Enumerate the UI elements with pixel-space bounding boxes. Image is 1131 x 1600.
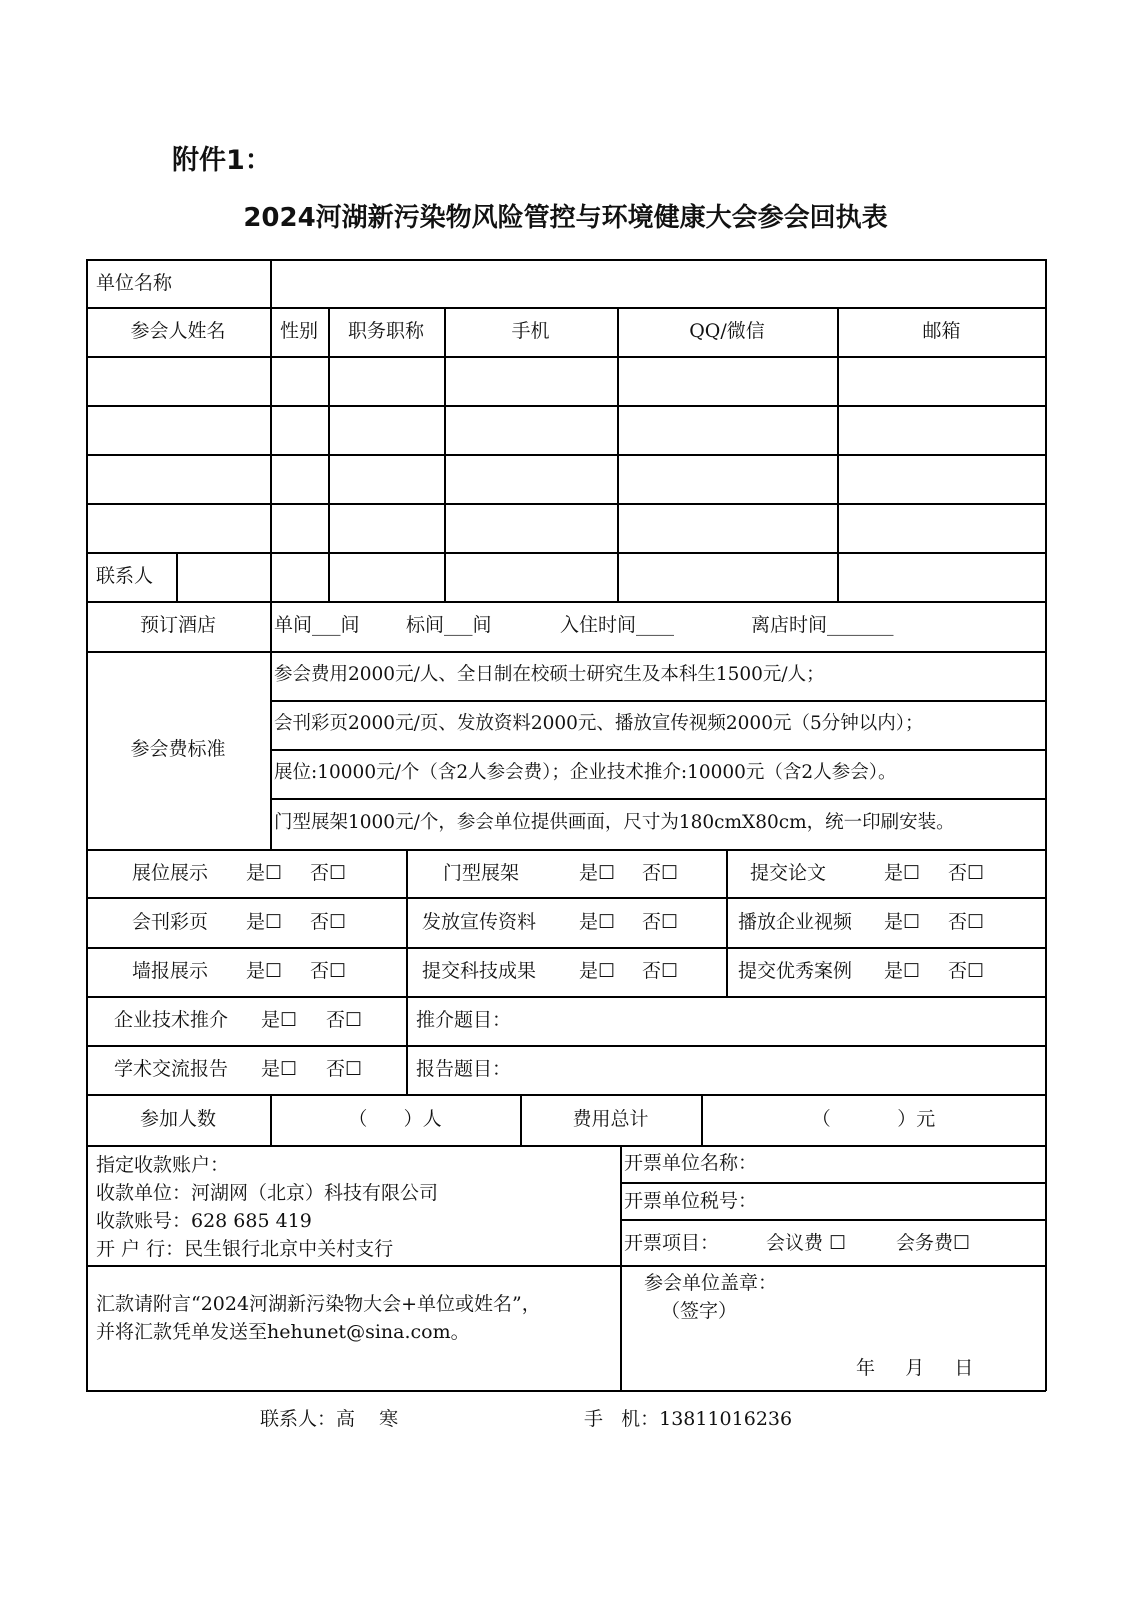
option-yes-checkbox[interactable]: 是☐: [246, 862, 283, 884]
registration-form-table: [86, 259, 1046, 1391]
invoice-meeting-fee-checkbox[interactable]: 会议费 ☐: [766, 1232, 847, 1254]
option-no-checkbox[interactable]: 否☐: [948, 862, 985, 884]
option-yes-checkbox[interactable]: 是☐: [884, 911, 921, 933]
hotel-label: 预订酒店: [139, 614, 216, 636]
tech-promo-label: 企业技术推介: [114, 1009, 229, 1031]
fee-line: 参会费用2000元/人、全日制在校硕士研究生及本科生1500元/人；: [274, 664, 825, 685]
account-title: 指定收款账户：: [96, 1154, 230, 1176]
option-yes-checkbox[interactable]: 是☐: [246, 911, 283, 933]
option-no-checkbox[interactable]: 否☐: [642, 960, 679, 982]
option-no-checkbox[interactable]: 否☐: [310, 960, 347, 982]
option-yes-checkbox[interactable]: 是☐: [579, 960, 616, 982]
attachment-label: 附件1：: [172, 145, 272, 176]
remit-note-line: 并将汇款凭单发送至hehunet@sina.com。: [96, 1321, 470, 1343]
option-label-poster: 墙报展示: [132, 960, 209, 982]
form-title: 2024河湖新污染物风险管控与环境健康大会参会回执表: [243, 203, 888, 233]
option-no-checkbox[interactable]: 否☐: [642, 911, 679, 933]
attendee-row[interactable]: [88, 505, 1044, 551]
footer-contact: 联系人：高 寒: [260, 1408, 399, 1430]
attendee-row[interactable]: [88, 407, 1044, 453]
tech-promo-topic-field[interactable]: [516, 999, 1042, 1043]
option-label-brochure-page: 会刊彩页: [132, 911, 209, 933]
option-label-booth: 展位展示: [132, 862, 209, 884]
remit-note-line: 汇款请附言“2024河湖新污染物大会+单位或姓名”，: [96, 1293, 541, 1315]
unit-name-field[interactable]: [272, 261, 1044, 306]
option-no-checkbox[interactable]: 否☐: [326, 1009, 363, 1031]
fee-standard-label: 参会费标准: [130, 738, 226, 760]
option-no-checkbox[interactable]: 否☐: [310, 862, 347, 884]
option-no-checkbox[interactable]: 否☐: [948, 911, 985, 933]
header-attendee-name: 参会人姓名: [130, 320, 226, 342]
fee-line: 会刊彩页2000元/页、发放资料2000元、播放宣传视频2000元（5分钟以内）；: [274, 713, 924, 734]
hotel-checkout-time[interactable]: 离店时间_______: [751, 614, 894, 636]
option-yes-checkbox[interactable]: 是☐: [261, 1009, 298, 1031]
option-yes-checkbox[interactable]: 是☐: [261, 1058, 298, 1080]
fee-line: 门型展架1000元/个，参会单位提供画面，尺寸为180cmX80cm，统一印刷安装。: [274, 812, 955, 833]
account-bank: 开 户 行：民生银行北京中关村支行: [96, 1238, 394, 1260]
attendee-count-label: 参加人数: [139, 1108, 216, 1130]
header-gender: 性别: [279, 320, 318, 342]
attendee-row[interactable]: [88, 358, 1044, 404]
hotel-standard-room[interactable]: 标间___间: [406, 614, 492, 636]
option-yes-checkbox[interactable]: 是☐: [884, 862, 921, 884]
report-topic-label: 报告题目：: [416, 1058, 512, 1080]
fee-line: 展位:10000元/个（含2人参会费）；企业技术推介:10000元（含2人参会）。: [274, 762, 897, 783]
option-yes-checkbox[interactable]: 是☐: [579, 911, 616, 933]
unit-name-label: 单位名称: [96, 272, 173, 294]
academic-report-label: 学术交流报告: [114, 1058, 229, 1080]
contact-label: 联系人: [96, 565, 154, 587]
account-number: 收款账号：628 685 419: [96, 1210, 312, 1232]
account-payee: 收款单位：河湖网（北京）科技有限公司: [96, 1182, 439, 1204]
footer-phone: 手 机：13811016236: [584, 1408, 793, 1430]
header-email: 邮箱: [922, 320, 961, 342]
invoice-affairs-fee-checkbox[interactable]: 会务费☐: [896, 1232, 971, 1254]
option-no-checkbox[interactable]: 否☐: [326, 1058, 363, 1080]
attendee-row[interactable]: [88, 456, 1044, 502]
option-label-excellent-case: 提交优秀案例: [738, 960, 853, 982]
total-fee-field[interactable]: （ ）元: [811, 1108, 936, 1130]
option-yes-checkbox[interactable]: 是☐: [246, 960, 283, 982]
report-topic-field[interactable]: [516, 1048, 1042, 1092]
invoice-name-field[interactable]: [766, 1147, 1042, 1181]
option-no-checkbox[interactable]: 否☐: [948, 960, 985, 982]
hotel-checkin-time[interactable]: 入住时间____: [560, 614, 675, 636]
invoice-tax-label: 开票单位税号：: [624, 1190, 758, 1212]
option-label-play-video: 播放企业视频: [738, 911, 853, 933]
seal-label: 参会单位盖章：: [644, 1272, 778, 1294]
header-qq-wechat: QQ/微信: [689, 320, 765, 342]
option-label-banner-stand: 门型展架: [443, 862, 520, 884]
option-label-distribute-materials: 发放宣传资料: [422, 911, 537, 933]
invoice-tax-field[interactable]: [766, 1184, 1042, 1218]
option-yes-checkbox[interactable]: 是☐: [884, 960, 921, 982]
signature-label: （签字）: [661, 1300, 738, 1322]
option-no-checkbox[interactable]: 否☐: [310, 911, 347, 933]
attendee-count-field[interactable]: （ ）人: [348, 1108, 442, 1130]
header-mobile: 手机: [511, 320, 550, 342]
seal-date: 年 月 日: [856, 1357, 974, 1379]
invoice-item-label: 开票项目：: [624, 1232, 720, 1254]
invoice-name-label: 开票单位名称：: [624, 1152, 758, 1174]
option-yes-checkbox[interactable]: 是☐: [579, 862, 616, 884]
header-title: 职务职称: [347, 320, 424, 342]
option-label-submit-paper: 提交论文: [750, 862, 827, 884]
tech-promo-topic-label: 推介题目：: [416, 1009, 512, 1031]
total-fee-label: 费用总计: [572, 1108, 649, 1130]
option-no-checkbox[interactable]: 否☐: [642, 862, 679, 884]
hotel-single-room[interactable]: 单间___间: [274, 614, 360, 636]
option-label-tech-achievement: 提交科技成果: [422, 960, 537, 982]
